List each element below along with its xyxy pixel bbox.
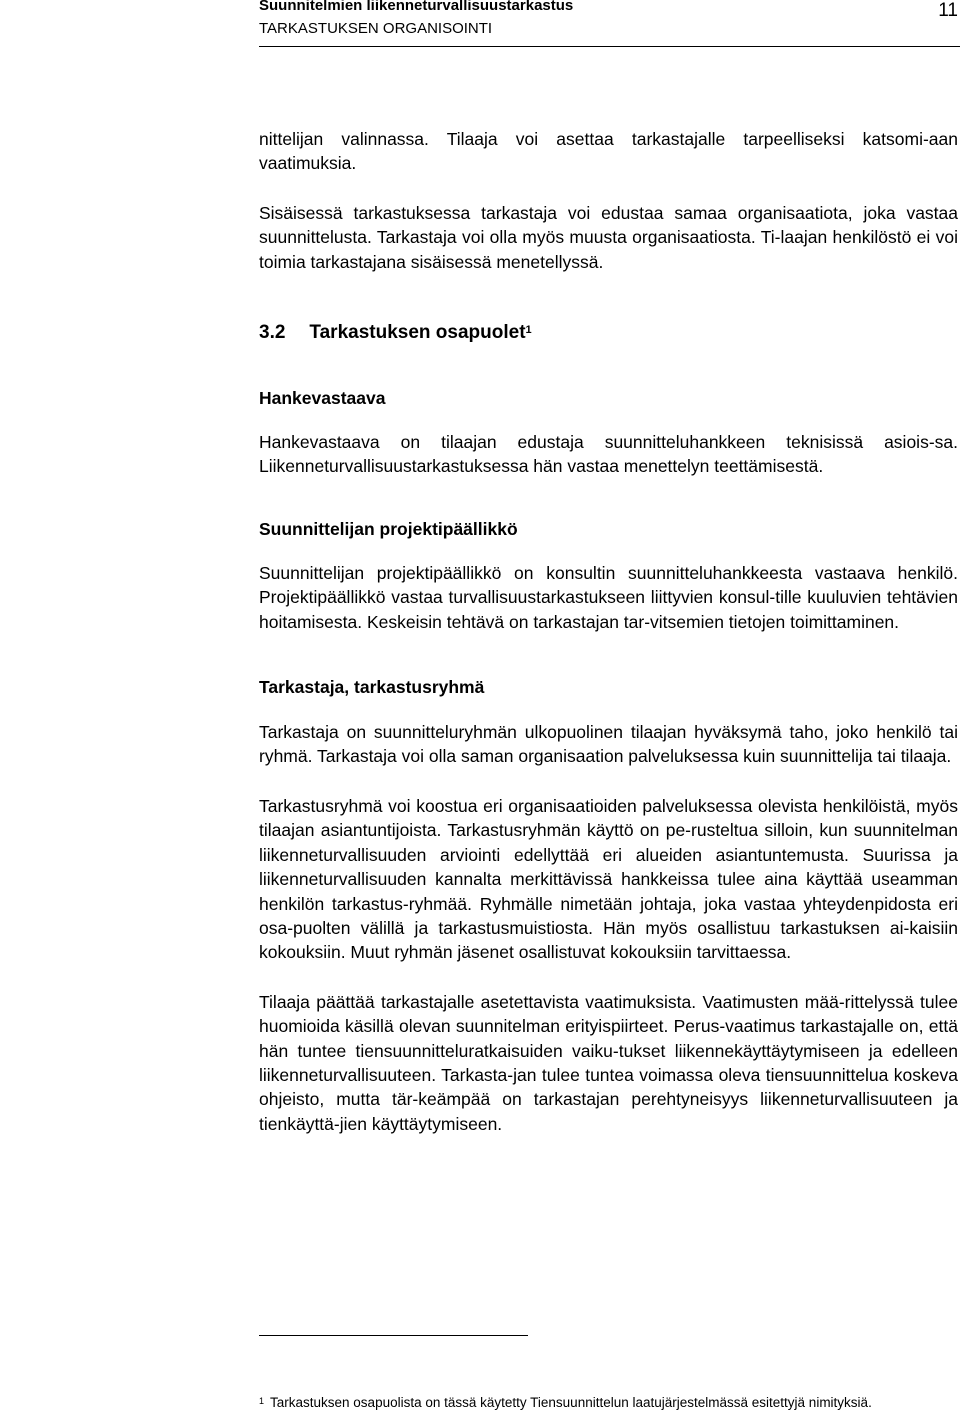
footnote-text: Tarkastuksen osapuolista on tässä käytetty Tiensuunnittelun laatujärjestelmässä esitettyjä nimityksiä.	[270, 1395, 872, 1410]
section-heading	[259, 320, 958, 346]
subheading-tarkastaja: Tarkastaja, tarkastusryhmä	[259, 677, 485, 698]
page-header	[259, 0, 960, 47]
page-body	[259, 127, 958, 1136]
paragraph-projektipaallikko: Suunnittelijan projektipäällikkö on konsultin suunnitteluhankkeesta vastaava henkilö. Projektipäällikkö vastaa turvallisuustarkastukseen liittyvien konsul-tille kuuluvien tehtävien hoitamisesta. Keskeisin tehtävä on tarkastajan tar-vitsemien tietojen toimittaminen.	[259, 562, 958, 632]
subheading-hankevastaava: Hankevastaava	[259, 388, 386, 409]
section-number: 3.2	[259, 322, 286, 344]
paragraph-tarkastaja-3: Tilaaja päättää tarkastajalle asetettavista vaatimuksista. Vaatimusten mää-rittelyssä tulee huomioida käsillä olevan suunnitelman erityispiirteet. Perus-vaatimus tarkastajalle on, että hän tuntee tiensuunnitteluratkaisuiden vaiku-tukset liikennekäyttäytymiseen ja edelleen liikenneturvallisuuteen. Tarkasta-jan tulee tuntea voimassa oleva tiensuunnittelua koskeva ohjeisto, mutta tär-keämpää on tarkastajan perehtyneisyys liikenneturvallisuuteen ja tienkäyttä-jien käyttäytymiseen.	[259, 991, 958, 1134]
chapter-title: TARKASTUKSEN ORGANISOINTI	[259, 20, 493, 37]
subheading-projektipaallikko: Suunnittelijan projektipäällikkö	[259, 518, 518, 539]
footnote-marker: 1	[259, 1396, 265, 1406]
section-title: Tarkastuksen osapuolet	[309, 322, 526, 344]
paragraph-internal-audit: Sisäisessä tarkastuksessa tarkastaja voi edustaa samaa organisaatiota, joka vastaa suunnittelusta. Tarkastaja voi olla myös muusta organisaatiosta. Ti-laajan henkilöstö ei voi toimia tarkastajana sisäisessä menetellyssä.	[259, 202, 958, 272]
footnote-separator	[259, 1335, 528, 1336]
paragraph-hankevastaava: Hankevastaava on tilaajan edustaja suunnitteluhankkeen teknisissä asiois-sa. Liikenneturvallisuustarkastuksessa hän vastaa menettelyn teettämisestä.	[259, 432, 958, 477]
paragraph-continued: nittelijan valinnassa. Tilaaja voi asettaa tarkastajalle tarpeelliseksi katsomi-aan vaatimuksia.	[259, 129, 958, 174]
document-title: Suunnitelmien liikenneturvallisuustarkastus	[259, 0, 574, 14]
page-number: 11	[938, 0, 958, 21]
paragraph-tarkastaja-1: Tarkastaja on suunnitteluryhmän ulkopuolinen tilaajan hyväksymä taho, joko henkilö tai ryhmä. Tarkastaja voi olla saman organisaation palveluksessa kuin suunnittelija tai tilaaja.	[259, 722, 958, 767]
footnote-ref: 1	[525, 324, 532, 337]
paragraph-tarkastaja-2: Tarkastusryhmä voi koostua eri organisaatioiden palveluksessa olevista henkilöistä, myös tilaajan asiantuntijoista. Tarkastusryhmän käyttö on pe-rusteltua silloin, kun suunnitelman liikenneturvallisuuden arviointi edellyttää eri alueiden asiantuntemusta. Suurissa ja liikenneturvallisuuden kannalta merkittävissä hankkeissa tulee aina käyttää useamman henkilön tarkastus-ryhmää. Ryhmälle nimetään johtaja, joka vastaa yhteydenpidosta eri osa-puolten välillä ja tarkastusmuistiosta. Hän myös osallistuu tarkastuksen ai-kaisiin kokouksiin. Muut ryhmän jäsenet osallistuvat kokouksiin tarvittaessa.	[259, 795, 958, 963]
footnote	[259, 1393, 872, 1413]
